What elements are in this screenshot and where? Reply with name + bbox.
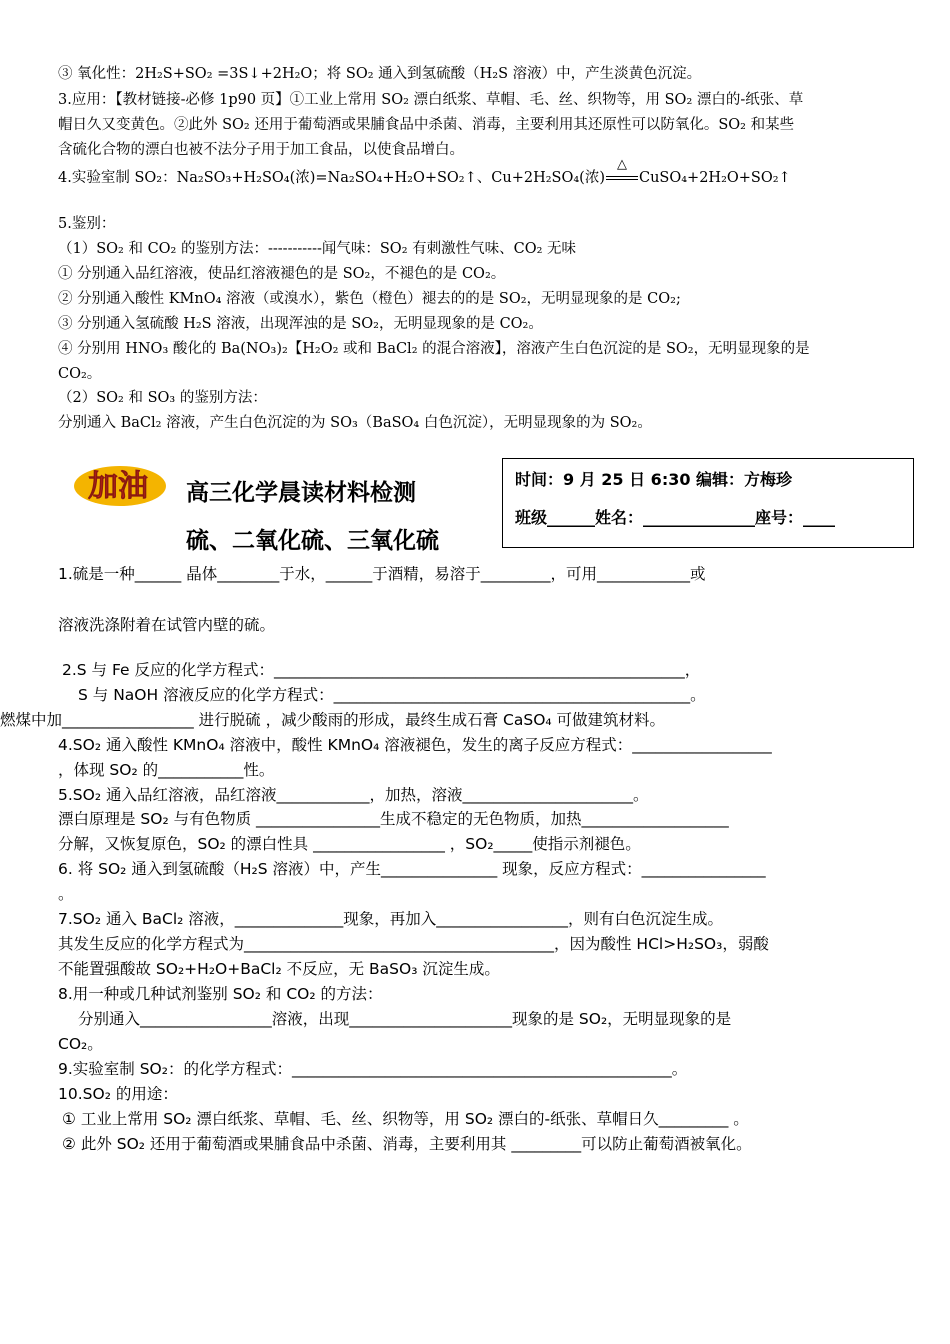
note-line-identify-4: ③ 分别通入氢硫酸 H₂S 溶液，出现浑浊的是 SO₂，无明显现象的是 CO₂。 <box>58 316 543 332</box>
info-box-time-editor: 时间：9 月 25 日 6:30 编辑：方梅珍 <box>515 470 793 489</box>
question-2-line-2: S 与 NaOH 溶液反应的化学方程式：______________________________________________。 <box>78 686 706 704</box>
question-9: 9.实验室制 SO₂：的化学方程式：_________________________________________________。 <box>58 1060 688 1078</box>
note-line-identify-3: ② 分别通入酸性 KMnO₄ 溶液（或溴水），紫色（橙色）褪去的的是 SO₂，无明显现象的是 CO₂; <box>58 291 681 307</box>
question-10-heading: 10.SO₂ 的用途： <box>58 1085 178 1103</box>
note-line-identify-5: ④ 分别用 HNO₃ 酸化的 Ba(NO₃)₂【H₂O₂ 或和 BaCl₂ 的混合溶液】，溶液产生白色沉淀的是 SO₂，无明显现象的是 <box>58 341 810 357</box>
logo-graphic <box>68 462 168 514</box>
question-7-line-3: 不能置强酸故 SO₂+H₂O+BaCl₂ 不反应，无 BaSO₃ 沉淀生成。 <box>58 960 500 978</box>
question-5-line-2: 漂白原理是 SO₂ 与有色物质 ________________生成不稳定的无色物质，加热___________________ <box>58 810 729 828</box>
question-8-line-3: CO₂。 <box>58 1035 103 1053</box>
question-1-line-1: 1.硫是一种______ 晶体________于水，______于酒精，易溶于_________，可用____________或 <box>58 565 706 583</box>
question-6-line-1: 6. 将 SO₂ 通入到氢硫酸（H₂S 溶液）中，产生_______________ 现象，反应方程式：________________ <box>58 860 766 878</box>
heat-arrow <box>605 157 639 188</box>
logo-text: 加油 <box>88 469 148 504</box>
info-box <box>502 458 914 548</box>
logo <box>68 462 168 514</box>
question-10-item-2: ② 此外 SO₂ 还用于葡萄酒或果脯食品中杀菌、消毒，主要利用其 _________可以防止葡萄酒被氧化。 <box>62 1135 752 1153</box>
question-7-line-1: 7.SO₂ 通入 BaCl₂ 溶液，______________现象，再加入_________________，则有白色沉淀生成。 <box>58 910 724 928</box>
lab-prep-equation-part2: CuSO₄+2H₂O+SO₂↑ <box>638 170 791 186</box>
lab-prep-equation-part1: 4.实验室制 SO₂：Na₂SO₃+H₂SO₄(浓)=Na₂SO₄+H₂O+SO₂↑、Cu+2H₂SO₄(浓) <box>58 170 605 186</box>
note-heading-identify: 5.鉴别： <box>58 216 116 232</box>
question-8-line-1: 8.用一种或几种试剂鉴别 SO₂ 和 CO₂ 的方法： <box>58 985 383 1003</box>
note-line-application-2: 帽日久又变黄色。②此外 SO₂ 还用于葡萄酒或果脯食品中杀菌、消毒，主要利用其还原性可以防氧化。SO₂ 和某些 <box>58 117 795 133</box>
note-line-oxidation: ③ 氧化性：2H₂S+SO₂ =3S↓+2H₂O；将 SO₂ 通入到氢硫酸（H₂S 溶液）中，产生淡黄色沉淀。 <box>58 66 702 82</box>
question-4-line-2: ，体现 SO₂ 的___________性。 <box>58 761 275 779</box>
note-line-application-1: 3.应用：【教材链接-必修 1p90 页】①工业上常用 SO₂ 漂白纸浆、草帽、毛、丝、织物等，用 SO₂ 漂白的-纸张、草 <box>58 92 804 108</box>
question-5-line-3: 分解，又恢复原色，SO₂ 的漂白性具 _________________ ，SO₂_____使指示剂褪色。 <box>58 835 641 853</box>
note-line-lab-prep <box>58 157 791 188</box>
question-7-line-2: 其发生反应的化学方程式为________________________________________，因为酸性 HCl>H₂SO₃，弱酸 <box>58 935 769 953</box>
question-5-line-1: 5.SO₂ 通入品红溶液，品红溶液____________，加热，溶液______________________。 <box>58 786 649 804</box>
question-6-line-2: 。 <box>58 885 74 903</box>
question-4-line-1: 4.SO₂ 通入酸性 KMnO₄ 溶液中，酸性 KMnO₄ 溶液褪色，发生的离子反应方程式：__________________ <box>58 736 772 754</box>
question-1-line-2: 溶液洗涤附着在试管内壁的硫。 <box>58 616 276 634</box>
note-line-identify-2: ① 分别通入品红溶液，使品红溶液褪色的是 SO₂，不褪色的是 CO₂。 <box>58 266 506 282</box>
question-3: 燃煤中加_________________ 进行脱硫 ，减少酸雨的形成，最终生成石膏 CaSO₄ 可做建筑材料。 <box>0 711 666 729</box>
question-2-line-1: 2.S 与 Fe 反应的化学方程式：_____________________________________________________， <box>62 661 701 679</box>
note-line-identify-8: 分别通入 BaCl₂ 溶液，产生白色沉淀的为 SO₃（BaSO₄ 白色沉淀），无明显现象的为 SO₂。 <box>58 415 652 431</box>
note-line-application-3: 含硫化合物的漂白也被不法分子用于加工食品，以使食品增白。 <box>58 142 464 158</box>
question-8-line-2: 分别通入_________________溶液，出现_____________________现象的是 SO₂，无明显现象的是 <box>78 1010 732 1028</box>
heat-symbol: △ <box>616 157 627 172</box>
note-line-identify-6: CO₂。 <box>58 366 102 382</box>
note-line-identify-7: （2）SO₂ 和 SO₃ 的鉴别方法： <box>58 390 267 406</box>
note-line-identify-1: （1）SO₂ 和 CO₂ 的鉴别方法：-----------闻气味：SO₂ 有刺激性气味、CO₂ 无味 <box>58 241 577 257</box>
page-subtitle: 硫、二氧化硫、三氧化硫 <box>186 528 439 554</box>
page-title: 高三化学晨读材料检测 <box>186 480 416 506</box>
question-10-item-1: ① 工业上常用 SO₂ 漂白纸浆、草帽、毛、丝、织物等，用 SO₂ 漂白的-纸张、草帽日久_________ 。 <box>62 1110 749 1128</box>
info-box-student-fields: 班级______姓名：______________座号：____ <box>515 508 836 527</box>
